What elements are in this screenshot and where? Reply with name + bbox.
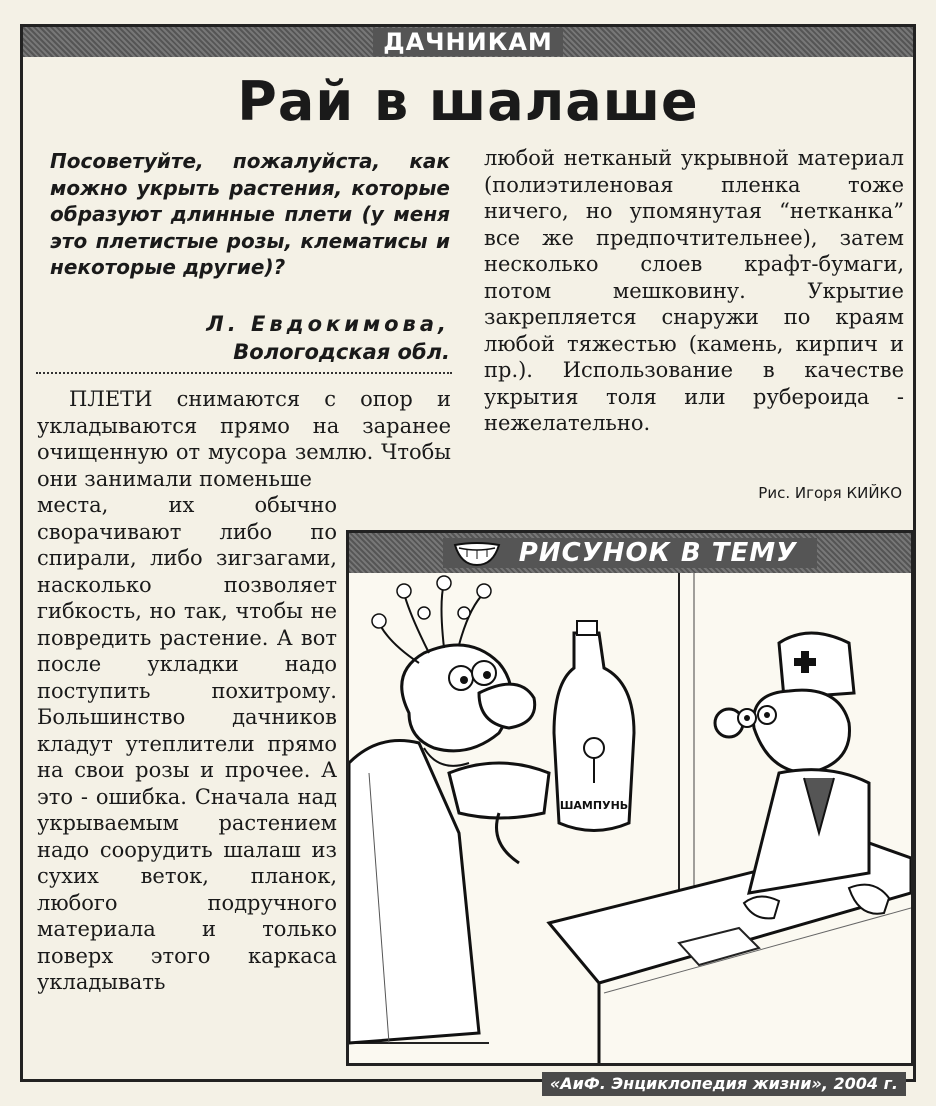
question-author: Л. Евдокимова, bbox=[206, 312, 450, 336]
reader-question: Посоветуйте, пожалуйста, как можно укрыть растения, которые образуют длинные плети (у меня это плетистые розы, клематисы и некоторые другие)? bbox=[50, 149, 450, 279]
cartoon-rubric bbox=[443, 538, 817, 568]
shampoo-bottle bbox=[554, 621, 634, 831]
source-credit: «АиФ. Энциклопедия жизни», 2004 г. bbox=[542, 1072, 906, 1096]
dotted-separator bbox=[36, 372, 452, 374]
smiling-mouth-icon bbox=[453, 539, 501, 567]
answer-lead: ПЛЕТИ снимаются с опор и укладываются прямо на заранее очищенную от мусора землю. Чтобы они занимали поменьше bbox=[37, 387, 451, 491]
cartoon-illustration bbox=[349, 573, 911, 1063]
answer-right-column: любой нетканый укрывной материал (полиэтиленовая пленка тоже ничего, но упомянутая “нетканка” все же предпочтительнее), затем несколько слоев крафт-бумаги, потом мешковину. Укрытие закрепляется снаружи по краям любой тяжестью (камень, кирпич и пр.). Использование в качестве укрытия толя или рубероида - нежелательно. bbox=[484, 146, 904, 435]
cartoon-rubric-text: РИСУНОК В ТЕМУ bbox=[509, 538, 807, 568]
rubric-title: ДАЧНИКАМ bbox=[373, 28, 563, 56]
illustration-credit: Рис. Игоря КИЙКО bbox=[758, 484, 902, 502]
answer-continued: места, их обычно сворачивают либо по спирали, либо зигзагами, насколько позволяет гибкость, но так, чтобы не повредить растение. А вот после укладки надо поступить похитрому. Большинство дачников кладут утеплители прямо на свои розы и прочее. А это - ошибка. Сначала над укрываемым растением надо соорудить шалаш из сухих веток, планок, любого подручного материала и только поверх этого каркаса укладывать bbox=[37, 493, 337, 994]
patient-figure bbox=[349, 576, 549, 1043]
headline: Рай в шалаше bbox=[237, 70, 699, 133]
question-region: Вологодская обл. bbox=[233, 340, 450, 364]
rubric-banner bbox=[23, 27, 913, 57]
cartoon-rubric-banner bbox=[349, 533, 911, 573]
cartoon-panel bbox=[346, 530, 914, 1066]
bottle-label: ШАМПУНЬ bbox=[559, 799, 629, 812]
